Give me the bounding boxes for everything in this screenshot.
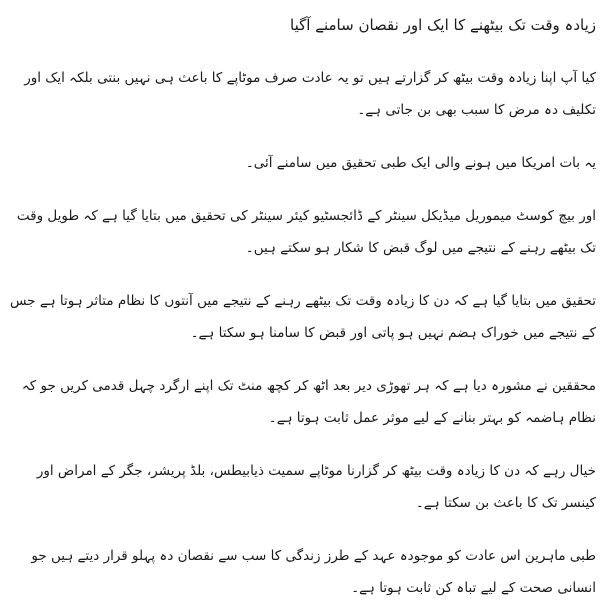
- paragraph-7: طبی ماہرین اس عادت کو موجودہ عہد کے طرز زندگی کا سب سے نقصان دہ پہلو قرار دیتے ہیں جو انسانی صحت کے لیے تباہ کن ثابت ہوتا ہے۔: [31, 548, 596, 596]
- paragraph-6: خیال رہے کہ دن کا زیادہ وقت بیٹھ کر گزارنا موٹاپے سمیت ذیابیطس، بلڈ پریشر، جگر کے امراض اور کینسر تک کا باعث بن سکتا ہے۔: [36, 463, 596, 511]
- paragraph-1: کیا آپ اپنا زیادہ وقت بیٹھ کر گزارتے ہیں تو یہ عادت صرف موٹاپے کا باعث ہی نہیں بنتی بلکہ ایک اور تکلیف دہ مرض کا سبب بھی بن جاتی ہے۔: [24, 70, 596, 118]
- article-title: زیادہ وقت تک بیٹھنے کا ایک اور نقصان سامنے آگیا: [290, 16, 596, 34]
- paragraph-5: محققین نے مشورہ دیا ہے کہ ہر تھوڑی دیر بعد اٹھ کر کچھ منٹ تک اپنے ارگرد چہل قدمی کریں جو کہ نظام ہاضمہ کو بہتر بنانے کے لیے موثر عمل ثابت ہوتا ہے۔: [21, 378, 596, 426]
- paragraph-4: تحقیق میں بتایا گیا ہے کہ دن کا زیادہ وقت تک بیٹھے رہنے کے نتیجے میں آنتوں کا نظام متاثر ہوتا ہے جس کے نتیجے میں خوراک ہضم نہیں ہو پاتی اور قبض کا سامنا ہو سکتا ہے۔: [9, 293, 596, 341]
- paragraph-2: یہ بات امریکا میں ہونے والی ایک طبی تحقیق میں سامنے آئی۔: [245, 155, 596, 171]
- paragraph-3: اور بیچ کوسٹ میموریل میڈیکل سینٹر کے ڈائجسٹیو کیئر سینٹر کی تحقیق میں بتایا گیا ہے کہ طویل وقت تک بیٹھے رہنے کے نتیجے میں لوگ قبض کا شکار ہو سکتے ہیں۔: [16, 208, 596, 256]
